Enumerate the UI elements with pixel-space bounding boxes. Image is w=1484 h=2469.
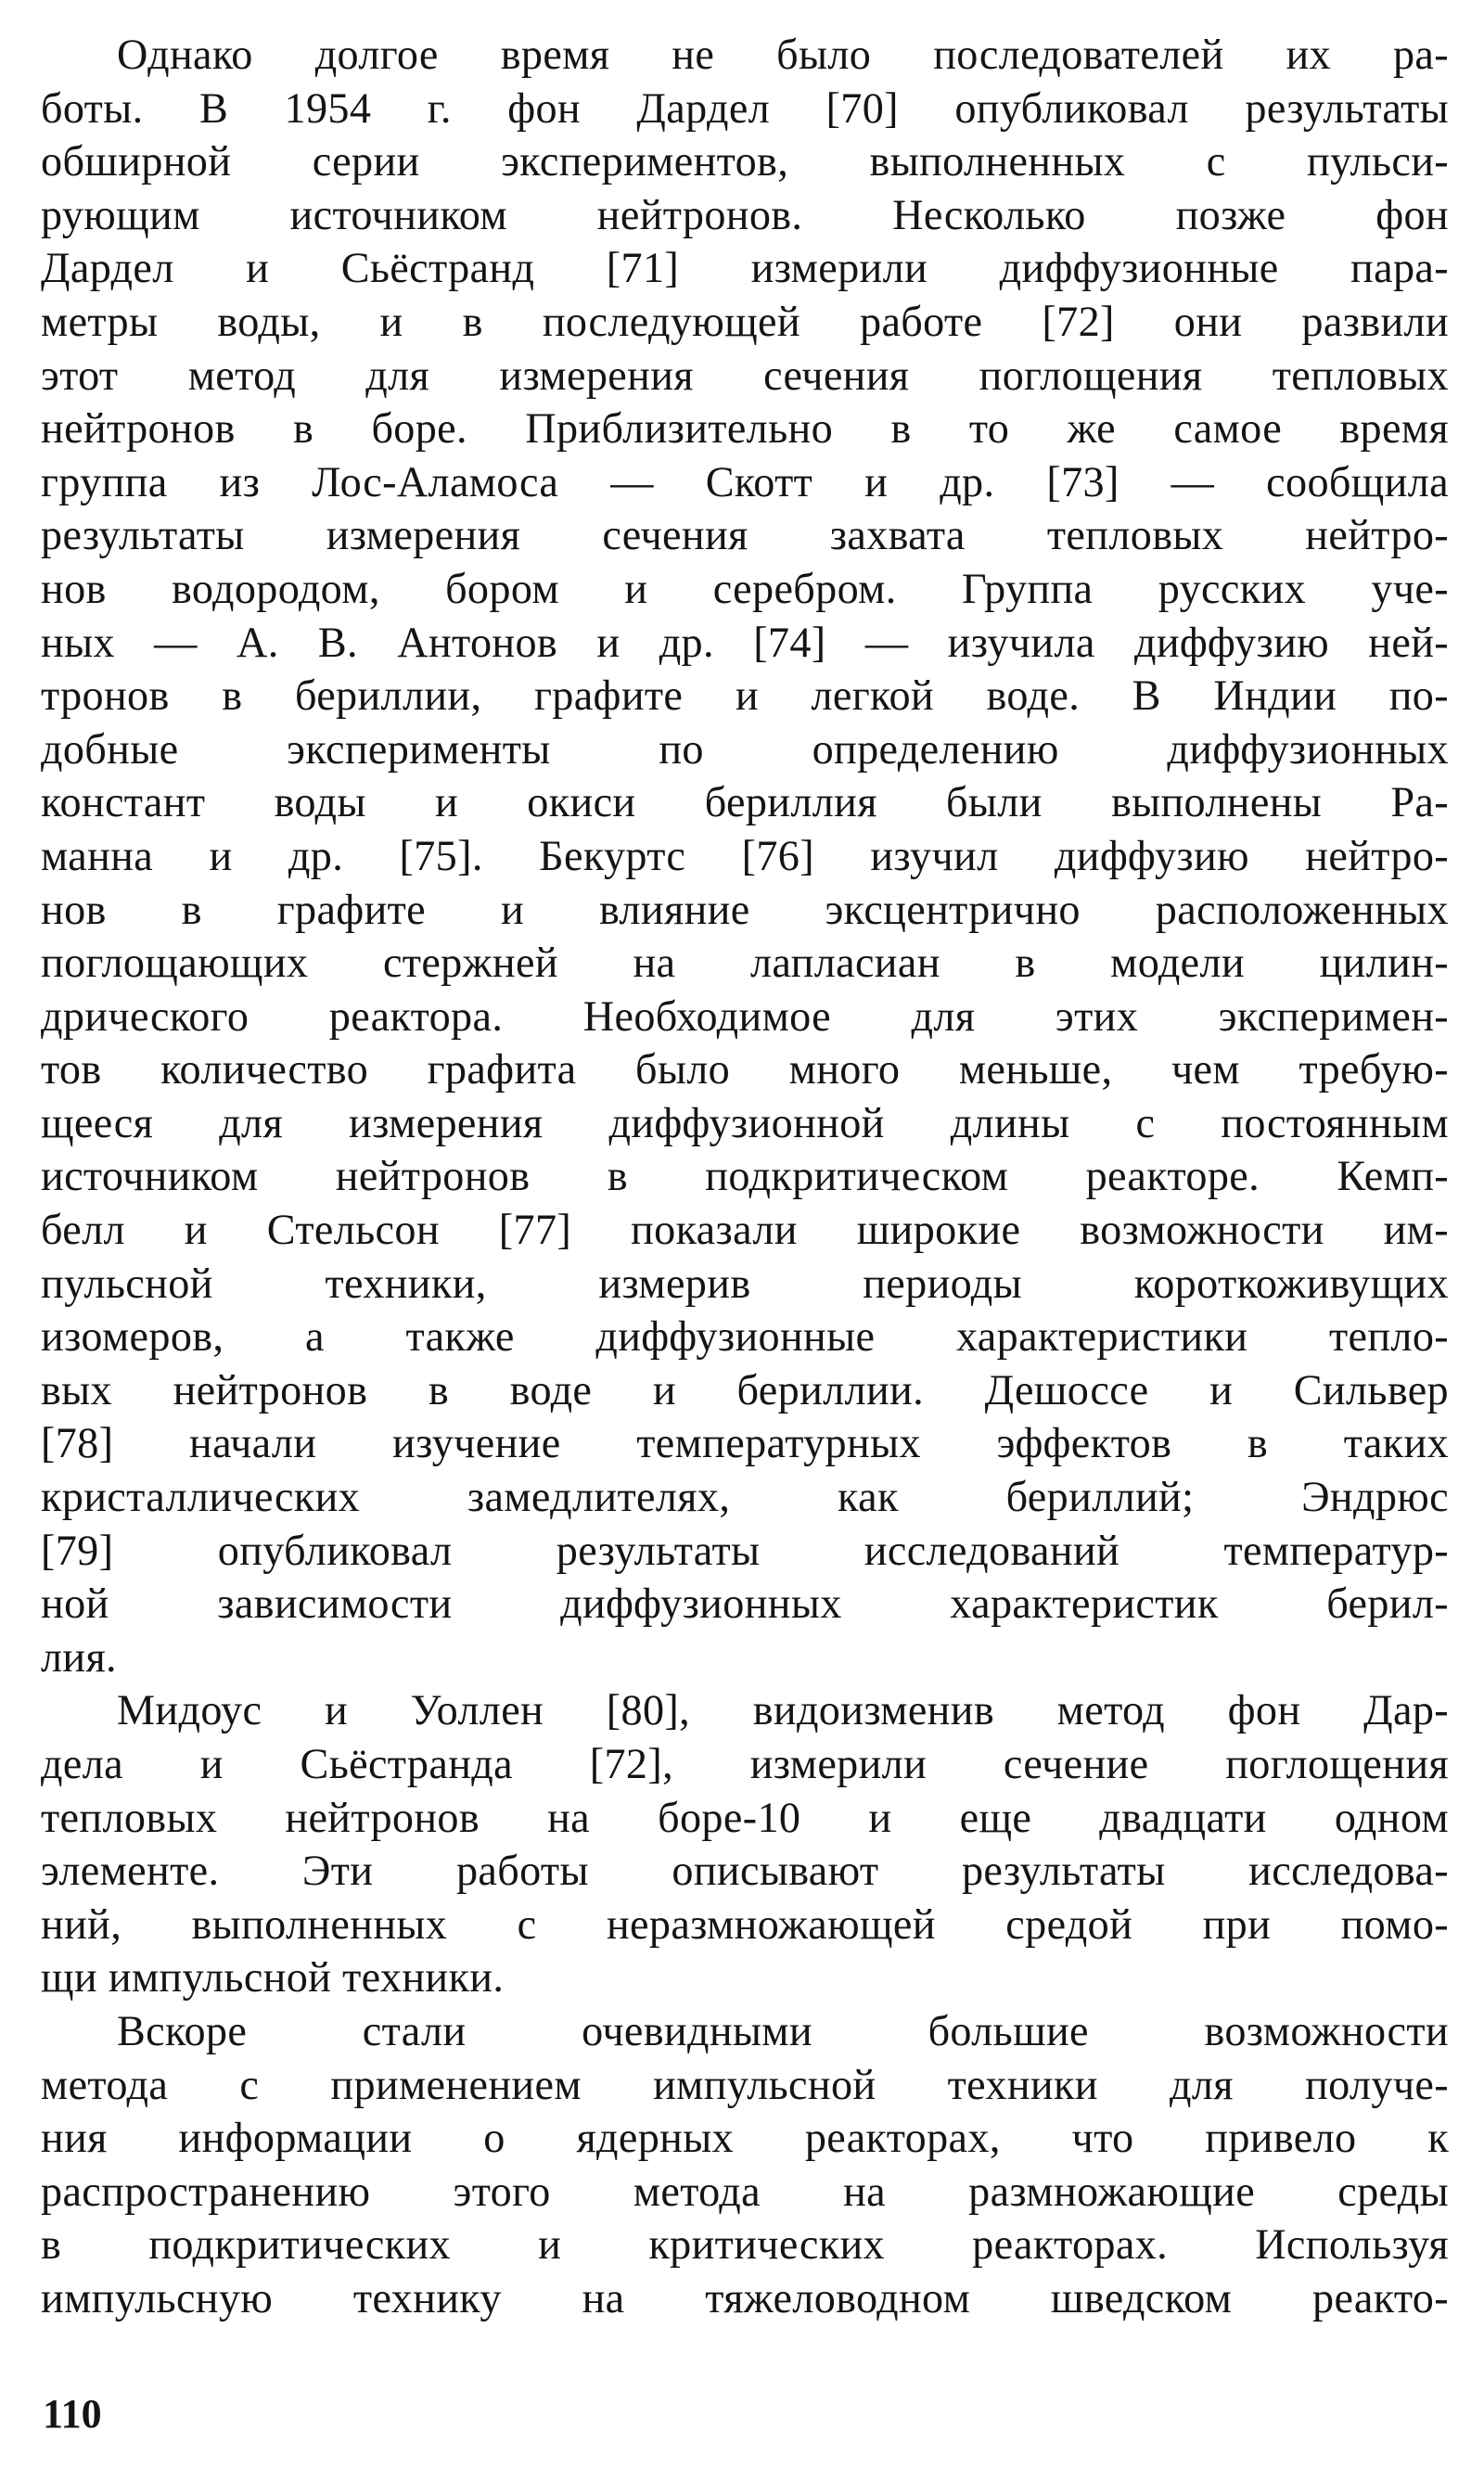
- text-line: ных — А. В. Антонов и др. [74] — изучила диффузию ней-: [41, 618, 1449, 666]
- text-line: изомеров, а также диффузионные характеристики тепло-: [41, 1312, 1449, 1361]
- text-line: манна и др. [75]. Бекуртс [76] изучил диффузию нейтро-: [41, 831, 1449, 879]
- text-line: элементе. Эти работы описывают результаты исследова-: [41, 1847, 1449, 1895]
- text-line: тов количество графита было много меньше, чем требую-: [41, 1045, 1449, 1094]
- text-line: дела и Сьёстранда [72], измерили сечение поглощения: [41, 1740, 1449, 1787]
- text-line: щееся для измерения диффузионной длины с постоянным: [41, 1098, 1449, 1146]
- text-line: Мидоус и Уоллен [80], видоизменив метод фон Дар-: [117, 1686, 1449, 1734]
- text-line: метры воды, и в последующей работе [72] они развили: [41, 297, 1449, 345]
- text-line: импульсную технику на тяжеловодном шведском реакто-: [41, 2273, 1449, 2322]
- text-line: тронов в бериллии, графите и легкой воде. В Индии по-: [41, 672, 1449, 720]
- text-line: кристаллических замедлителях, как бериллий; Эндрюс: [41, 1473, 1449, 1521]
- paragraph-1: [41, 28, 1449, 1683]
- text-line: Вскоре стали очевидными большие возможности: [117, 2006, 1449, 2054]
- text-line: Дардел и Сьёстранд [71] измерили диффузионные пара-: [41, 244, 1449, 292]
- text-line: [78] начали изучение температурных эффектов в таких: [41, 1419, 1449, 1467]
- text-line: ний, выполненных с неразмножающей средой при помо-: [41, 1900, 1449, 1948]
- text-line: Однако долгое время не было последователей их ра-: [117, 31, 1449, 78]
- paragraph-2: [41, 1683, 1449, 2004]
- text-line: [79] опубликовал результаты исследований температур-: [41, 1526, 1449, 1574]
- text-line: нов в графите и влияние эксцентрично расположенных: [41, 885, 1449, 933]
- text-line: тепловых нейтронов на боре-10 и еще двадцати одном: [41, 1793, 1449, 1841]
- text-line: белл и Стельсон [77] показали широкие возможности им-: [41, 1206, 1449, 1254]
- text-line: результаты измерения сечения захвата тепловых нейтро-: [41, 511, 1449, 559]
- text-line: рующим источником нейтронов. Несколько позже фон: [41, 190, 1449, 238]
- text-line: щи импульсной техники.: [41, 1953, 505, 2002]
- text-line: лия.: [41, 1632, 117, 1681]
- text-line: в подкритических и критических реакторах. Используя: [41, 2220, 1449, 2269]
- text-line: пульсной техники, измерив периоды короткоживущих: [41, 1259, 1449, 1307]
- text-line: поглощающих стержней на лапласиан в модели цилин-: [41, 939, 1449, 987]
- body-text: [41, 28, 1449, 2325]
- text-line: констант воды и окиси бериллия были выполнены Ра-: [41, 778, 1449, 826]
- text-line: этот метод для измерения сечения поглощения тепловых: [41, 351, 1449, 399]
- text-line: источником нейтронов в подкритическом реакторе. Кемп-: [41, 1152, 1449, 1200]
- text-line: вых нейтронов в воде и бериллии. Дешоссе и Сильвер: [41, 1365, 1449, 1414]
- text-line: обширной серии экспериментов, выполненных с пульси-: [41, 137, 1449, 185]
- text-line: распространению этого метода на размножающие среды: [41, 2167, 1449, 2215]
- text-line: боты. В 1954 г. фон Дардел [70] опубликовал результаты: [41, 83, 1449, 132]
- text-line: ной зависимости диффузионных характеристик берил-: [41, 1580, 1449, 1628]
- text-line: ния информации о ядерных реакторах, что привело к: [41, 2114, 1449, 2162]
- text-line: метода с применением импульсной техники для получе-: [41, 2060, 1449, 2108]
- paragraph-3: [41, 2004, 1449, 2325]
- text-line: добные эксперименты по определению диффузионных: [41, 724, 1449, 773]
- text-line: группа из Лос-Аламоса — Скотт и др. [73] — сообщила: [41, 457, 1449, 505]
- text-line: нейтронов в боре. Приблизительно в то же самое время: [41, 404, 1449, 453]
- text-line: нов водородом, бором и серебром. Группа русских уче-: [41, 564, 1449, 612]
- page-number: 110: [43, 2391, 102, 2437]
- text-line: дрического реактора. Необходимое для этих эксперимен-: [41, 991, 1449, 1040]
